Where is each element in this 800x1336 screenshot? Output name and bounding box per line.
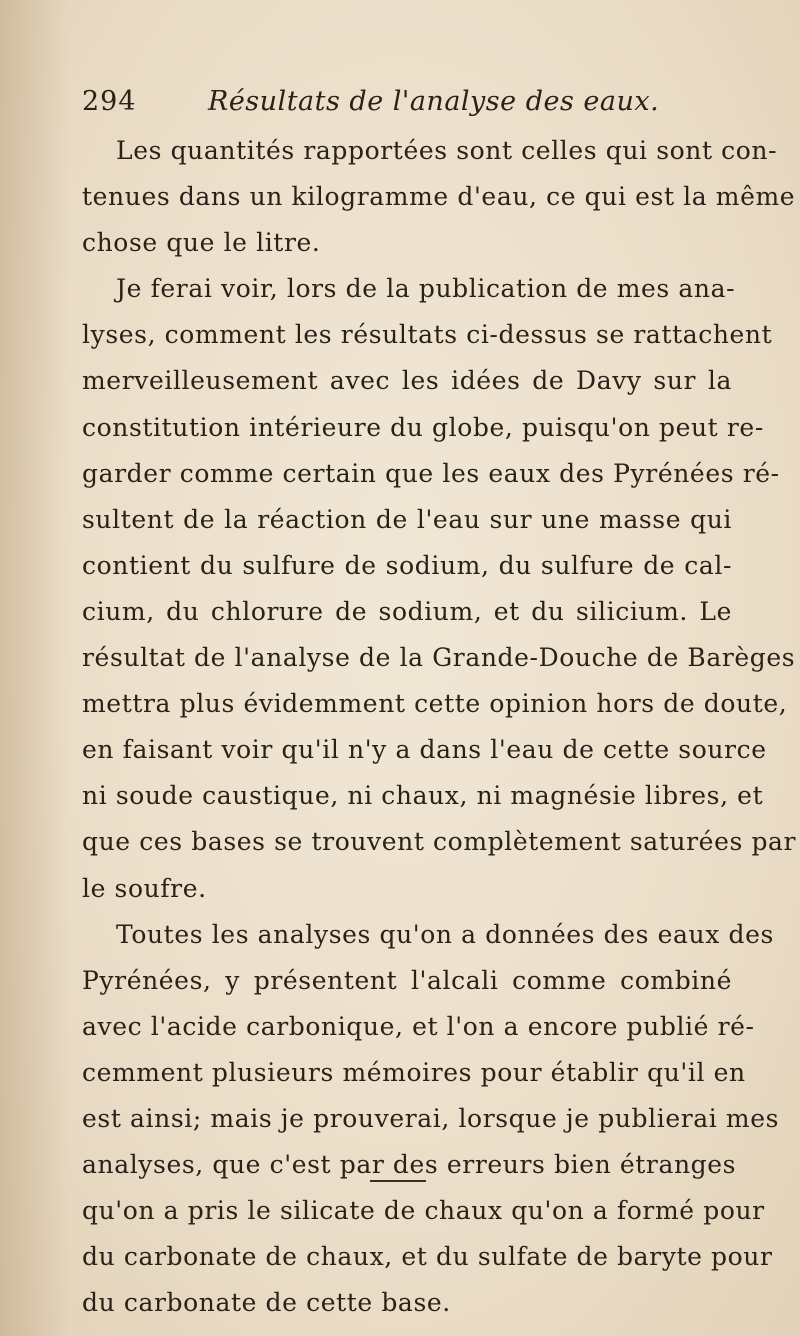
text-line: cium, du chlorure de sodium, et du silicium. Le: [82, 596, 732, 626]
text-line: garder comme certain que les eaux des Pyrénées ré-: [82, 458, 780, 488]
page-header: [82, 86, 732, 126]
text-line: résultat de l'analyse de la Grande-Douche de Barèges: [82, 643, 796, 673]
body-text: [82, 128, 797, 1326]
text-line: le soufre.: [82, 873, 207, 903]
text-line: mettra plus évidemment cette opinion hors de doute,: [82, 689, 788, 719]
text-line: constitution intérieure du globe, puisqu'on peut re-: [82, 412, 764, 442]
text-line: en faisant voir qu'il n'y a dans l'eau de cette source: [82, 735, 767, 765]
end-rule: [370, 1180, 426, 1182]
text-line: contient du sulfure de sodium, du sulfure de cal-: [82, 550, 732, 580]
text-line: sultent de la réaction de l'eau sur une masse qui: [82, 504, 732, 534]
text-line: lyses, comment les résultats ci-dessus se rattachent: [82, 320, 773, 350]
text-line: cemment plusieurs mémoires pour établir qu'il en: [82, 1057, 746, 1087]
text-line: chose que le litre.: [82, 228, 321, 258]
text-line: que ces bases se trouvent complètement saturées par: [82, 827, 797, 857]
text-line: qu'on a pris le silicate de chaux qu'on a formé pour: [82, 1196, 765, 1226]
text-line: merveilleusement avec les idées de Davy sur la: [82, 366, 732, 396]
running-title: Résultats de l'analyse des eaux.: [208, 86, 660, 117]
text-line: Je ferai voir, lors de la publication de mes ana-: [116, 274, 736, 304]
text-line: tenues dans un kilogramme d'eau, ce qui est la même: [82, 182, 796, 212]
page-number: 294: [82, 86, 137, 117]
text-line: Toutes les analyses qu'on a données des eaux des: [116, 919, 774, 949]
text-line: Pyrénées, y présentent l'alcali comme combiné: [82, 965, 732, 995]
text-line: Les quantités rapportées sont celles qui sont con-: [116, 136, 778, 165]
text-line: avec l'acide carbonique, et l'on a encore publié ré-: [82, 1011, 755, 1041]
text-line: ni soude caustique, ni chaux, ni magnésie libres, et: [82, 781, 764, 811]
text-line: est ainsi; mais je prouverai, lorsque je publierai mes: [82, 1103, 780, 1133]
text-line: du carbonate de chaux, et du sulfate de baryte pour: [82, 1242, 773, 1272]
text-line: analyses, que c'est par des erreurs bien étranges: [82, 1150, 737, 1180]
text-line: du carbonate de cette base.: [82, 1288, 451, 1318]
